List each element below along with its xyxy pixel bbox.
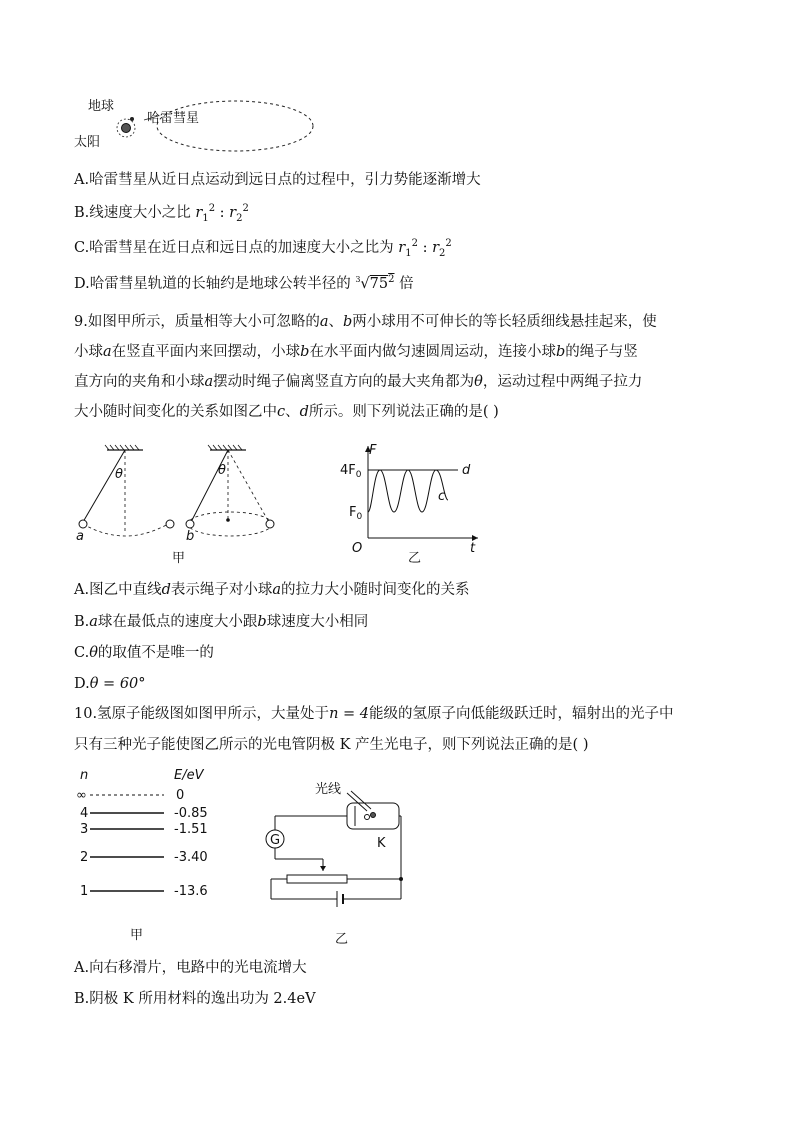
q10-stem-line2: 只有三种光子能使图乙所示的光电管阴极 K 产生光电子，则下列说法正确的是( ) bbox=[74, 737, 589, 753]
q9-stem-line1: 9.如图甲所示，质量相等大小可忽略的a、b两小球用不可伸长的等长轻质细线悬挂起来，使 bbox=[74, 314, 657, 330]
ball-a-left bbox=[79, 520, 87, 528]
axis-t-label: t bbox=[470, 541, 476, 556]
q9-stem-line2: 小球a在竖直平面内来回摆动，小球b在水平面内做匀速圆周运动，连接小球b的绳子与竖 bbox=[74, 344, 638, 360]
pendulum-figure bbox=[70, 440, 290, 570]
f0-label: $F_0$ bbox=[349, 505, 363, 522]
q9-option-b: B.a球在最低点的速度大小跟b球速度大小相同 bbox=[74, 614, 369, 630]
level-n-label: 4 bbox=[80, 806, 89, 821]
sun-icon bbox=[122, 124, 131, 133]
figure-jia-label: 甲 bbox=[130, 928, 144, 943]
figure-yi-label: 乙 bbox=[408, 551, 422, 566]
origin-label: O bbox=[352, 541, 363, 556]
level-n-label: 1 bbox=[80, 884, 89, 899]
earth-icon bbox=[130, 117, 134, 121]
level-n-label: ∞ bbox=[76, 788, 87, 803]
level-n-label: 2 bbox=[80, 850, 89, 865]
q10-stem-line1: 10.氢原子能级图如图甲所示，大量处于n = 4能级的氢原子向低能级跃迁时，辐射出的光子中 bbox=[74, 706, 674, 722]
ball-b bbox=[186, 520, 194, 528]
ball-b-label: b bbox=[186, 529, 195, 544]
force-time-graph bbox=[340, 440, 490, 570]
q9-option-d: D.θ = 60° bbox=[74, 676, 146, 692]
n-axis-label: n bbox=[80, 768, 89, 783]
q10-option-a: A.向右移滑片，电路中的光电流增大 bbox=[74, 960, 307, 976]
rheostat bbox=[287, 875, 347, 883]
comet-orbit-figure bbox=[70, 88, 330, 168]
ball-a-right bbox=[166, 520, 174, 528]
theta-label-a: θ bbox=[115, 467, 123, 482]
four-f0-label: $4F_0$ bbox=[340, 463, 362, 480]
comet-label: 哈雷彗星 bbox=[147, 111, 200, 126]
curve-c bbox=[368, 470, 448, 512]
level-e-label: 0 bbox=[176, 788, 185, 803]
axis-f-label: F bbox=[369, 443, 377, 458]
light-label: 光线 bbox=[315, 782, 342, 797]
ball-a-label: a bbox=[76, 529, 84, 544]
photocell-circuit bbox=[255, 775, 415, 950]
level-e-label: -1.51 bbox=[174, 822, 208, 837]
q10-option-b: B.阴极 K 所用材料的逸出功为 2.4eV bbox=[74, 991, 316, 1007]
c-label: c bbox=[438, 489, 446, 504]
q9-stem-line4: 大小随时间变化的关系如图乙中c、d所示。则下列说法正确的是( ) bbox=[74, 404, 499, 420]
galvanometer-label: G bbox=[270, 833, 281, 848]
level-n-label: 3 bbox=[80, 822, 89, 837]
level-e-label: -13.6 bbox=[174, 884, 208, 899]
energy-level-diagram bbox=[72, 765, 232, 945]
q8-option-b: B.线速度大小之比 $r_1^2$ : $r_2^2$ bbox=[74, 203, 249, 224]
q8-option-a: A.哈雷彗星从近日点运动到远日点的过程中，引力势能逐渐增大 bbox=[74, 172, 481, 188]
q9-option-c: C.θ的取值不是唯一的 bbox=[74, 645, 214, 661]
earth-label: 地球 bbox=[88, 99, 115, 114]
figure-jia-label: 甲 bbox=[172, 551, 186, 566]
level-e-label: -3.40 bbox=[174, 850, 208, 865]
figure-yi-label: 乙 bbox=[335, 932, 349, 947]
q9-option-a: A.图乙中直线d表示绳子对小球a的拉力大小随时间变化的关系 bbox=[74, 582, 470, 598]
cathode-k-label: K bbox=[377, 836, 386, 851]
level-e-label: -0.85 bbox=[174, 806, 208, 821]
sun-label: 太阳 bbox=[74, 135, 101, 150]
theta-label-b: θ bbox=[218, 463, 226, 478]
q8-option-c: C.哈雷彗星在近日点和远日点的加速度大小之比为 $r_1^2$ : $r_2^2$ bbox=[74, 238, 452, 259]
q9-stem-line3: 直方向的夹角和小球a摆动时绳子偏离竖直方向的最大夹角都为θ，运动过程中两绳子拉力 bbox=[74, 374, 643, 390]
q8-option-d: D.哈雷彗星轨道的长轴约是地球公转半径的 $^3√75^2$ 倍 bbox=[74, 274, 414, 292]
d-label: d bbox=[462, 463, 471, 478]
comet-orbit bbox=[157, 101, 313, 151]
e-axis-label: E/eV bbox=[174, 768, 204, 783]
